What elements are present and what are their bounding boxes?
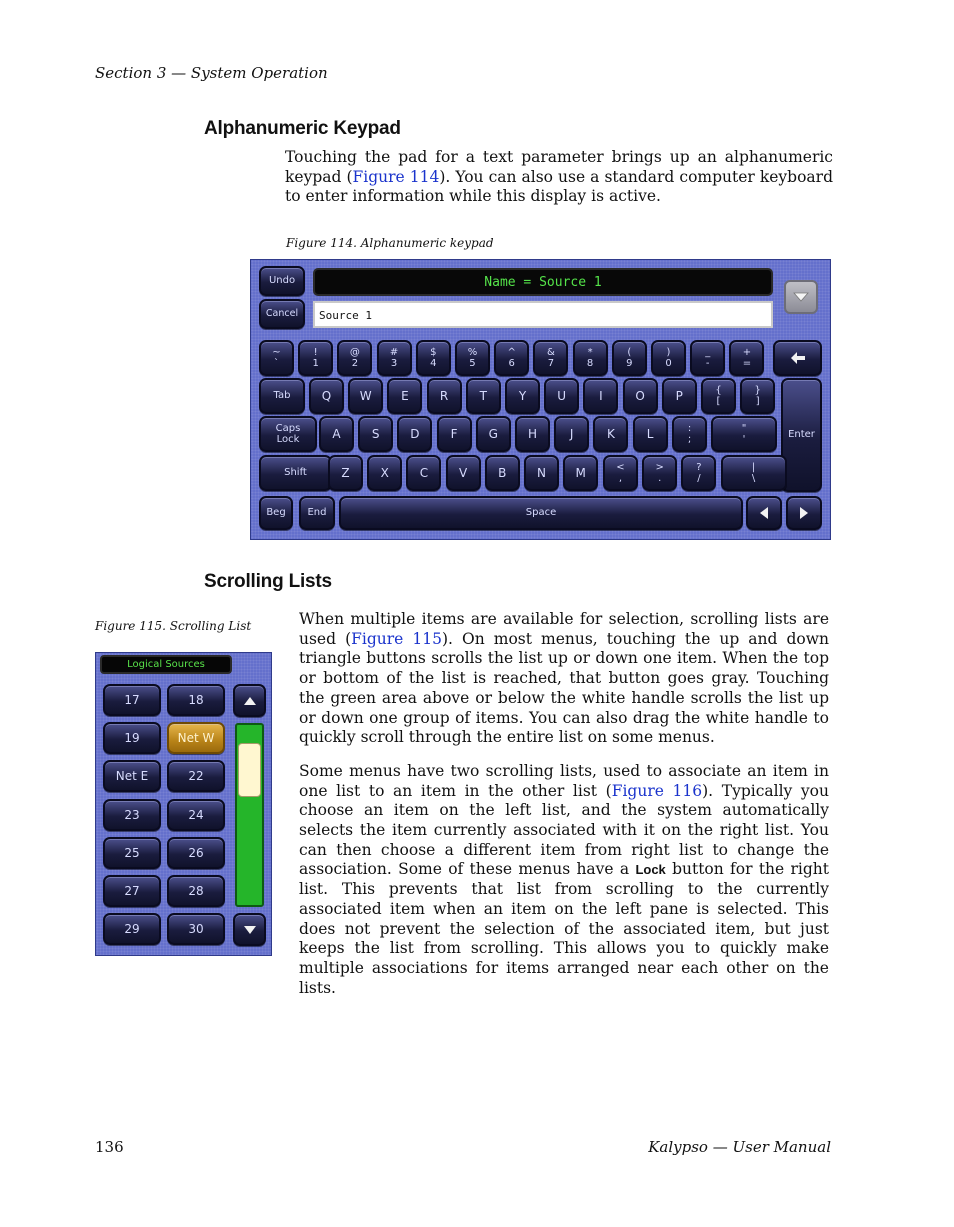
section-heading-keypad: Alphanumeric Keypad	[204, 118, 401, 139]
key-label: F	[450, 427, 458, 441]
key-label: K	[606, 427, 615, 441]
letter-key[interactable]	[348, 378, 383, 414]
space-key[interactable]: Space	[339, 496, 743, 530]
scrolling-paragraphs	[299, 610, 829, 1012]
key-label: Z	[341, 466, 350, 480]
letter-key[interactable]	[309, 378, 344, 414]
number-key[interactable]	[533, 340, 568, 376]
key-label: I	[599, 389, 603, 403]
key-label: 27	[124, 884, 140, 898]
key-label: C	[419, 466, 429, 480]
key-label-top: }	[754, 384, 761, 396]
dropdown-button[interactable]	[784, 280, 818, 314]
key-label-bottom: 9	[626, 357, 633, 369]
key-label: Net E	[115, 769, 149, 784]
beginning-key[interactable]: Beg	[259, 496, 293, 530]
tab-key[interactable]: Tab	[259, 378, 305, 414]
letter-key[interactable]	[446, 455, 481, 491]
key-label-bottom: .	[658, 472, 662, 484]
letter-key[interactable]	[563, 455, 598, 491]
cursor-left-button[interactable]	[746, 496, 782, 530]
triangle-down-icon	[244, 926, 256, 934]
caps-lock-key[interactable]	[259, 416, 317, 452]
key-label-bottom: 3	[390, 357, 398, 369]
key-label-bottom: =	[742, 357, 752, 369]
key-label: Y	[518, 389, 527, 403]
key-label: 17	[124, 693, 140, 707]
list-item[interactable]	[167, 722, 225, 754]
list-item[interactable]	[103, 837, 161, 869]
punctuation-key[interactable]	[681, 455, 716, 491]
letter-key[interactable]	[466, 378, 501, 414]
para-text: When multiple items are available for selection, scrolling lists are used (	[299, 610, 829, 648]
key-label-bottom: 6	[508, 357, 515, 369]
key-label-bottom: [	[716, 395, 721, 407]
para-text: button for the right list. This prevents that list from scrolling to the currently associated item when an item on the left pane is selected. This does not prevent the selection of the associated item, but just keeps the list from scrolling. This allows you to quickly make multiple associations for items arranged near each other on the lists.	[299, 860, 829, 997]
bracket-key[interactable]	[701, 378, 736, 414]
key-label: O	[635, 389, 645, 403]
key-label-bottom: 7	[547, 357, 555, 369]
key-label: V	[458, 466, 468, 480]
letter-key[interactable]	[427, 378, 462, 414]
letter-key[interactable]	[515, 416, 550, 452]
scroll-handle[interactable]	[238, 743, 261, 797]
letter-key[interactable]	[387, 378, 422, 414]
key-label: N	[537, 466, 546, 480]
running-head: Section 3 — System Operation	[95, 64, 328, 82]
number-key[interactable]	[416, 340, 451, 376]
letter-key[interactable]	[505, 378, 540, 414]
alphanumeric-keypad	[250, 259, 831, 540]
key-label: 25	[124, 845, 140, 860]
letter-key[interactable]	[319, 416, 354, 452]
punctuation-key[interactable]	[603, 455, 638, 491]
para-text: Touching the pad for a text parameter brings up an alphanumeric keypad (	[285, 148, 833, 186]
lock-button-name: Lock	[635, 862, 666, 878]
scroll-track[interactable]	[235, 723, 264, 907]
letter-key[interactable]	[623, 378, 658, 414]
number-key[interactable]	[612, 340, 647, 376]
key-label-bottom: -	[705, 357, 710, 369]
number-key[interactable]	[455, 340, 490, 376]
letter-key[interactable]	[554, 416, 589, 452]
key-label: 24	[188, 807, 204, 822]
key-label-top: ^	[507, 346, 516, 358]
key-label: G	[488, 427, 498, 441]
key-label: R	[439, 389, 449, 403]
key-label-top: &	[546, 346, 555, 358]
undo-button[interactable]: Undo	[259, 266, 305, 296]
list-item[interactable]	[103, 799, 161, 831]
figure-114-caption: Figure 114. Alphanumeric keypad	[286, 236, 494, 250]
list-item[interactable]	[103, 722, 161, 754]
para-text: Some menus have two scrolling lists, used to associate an item in one list to an item in the other list (	[299, 761, 829, 800]
key-label: 18	[188, 693, 204, 707]
key-label-bottom: 0	[665, 357, 672, 369]
page-number: 136	[95, 1138, 124, 1156]
letter-key[interactable]	[476, 416, 511, 452]
list-item[interactable]	[103, 875, 161, 907]
key-label-top: {	[715, 384, 722, 396]
letter-key[interactable]	[406, 455, 441, 491]
key-label-bottom: `	[273, 357, 279, 369]
triangle-up-icon	[244, 697, 256, 705]
key-label-top: $	[430, 346, 437, 358]
name-display: Name = Source 1	[313, 268, 773, 296]
number-key[interactable]	[729, 340, 764, 376]
key-label: W	[359, 389, 372, 403]
triangle-right-icon	[799, 507, 809, 519]
shift-key[interactable]: Shift	[259, 455, 332, 491]
letter-key[interactable]	[358, 416, 393, 452]
key-label: B	[498, 466, 507, 480]
punctuation-key[interactable]	[721, 455, 787, 491]
key-label: U	[557, 389, 567, 403]
triangle-down-icon	[793, 292, 809, 302]
key-label-top: <	[616, 461, 625, 473]
para-text: ). You can also use a standard computer keyboard to enter information while this display is active.	[285, 167, 833, 206]
scroll-down-button[interactable]	[233, 913, 266, 946]
number-key[interactable]	[259, 340, 294, 376]
key-label: 28	[188, 884, 204, 898]
keypad-paragraph	[285, 148, 833, 221]
key-label-bottom: \	[751, 472, 756, 484]
key-label: Q	[321, 389, 332, 403]
letter-key[interactable]	[583, 378, 618, 414]
list-item[interactable]	[167, 799, 225, 831]
number-key[interactable]	[690, 340, 725, 376]
key-label: J	[569, 427, 574, 441]
key-label: 22	[188, 769, 204, 784]
key-label-top: "	[741, 422, 747, 434]
key-label-top: !	[313, 346, 318, 358]
key-label-top: ~	[272, 346, 281, 358]
bracket-key[interactable]	[740, 378, 775, 414]
list-item[interactable]	[103, 913, 161, 945]
key-label: D	[410, 427, 420, 441]
number-key[interactable]	[651, 340, 686, 376]
key-label-bottom: 2	[351, 357, 359, 369]
key-label-bottom: ,	[618, 472, 623, 484]
key-label-top: @	[349, 346, 360, 358]
key-label-top: ?	[696, 461, 702, 473]
key-label: A	[332, 427, 341, 441]
key-label: 19	[124, 731, 140, 746]
section-heading-scrolling: Scrolling Lists	[204, 571, 332, 592]
key-label: Net W	[177, 731, 215, 746]
key-label-top: :	[687, 422, 692, 434]
key-label-bottom: 8	[586, 357, 594, 369]
letter-key[interactable]	[367, 455, 402, 491]
key-label-top: +	[742, 346, 752, 358]
key-label-top: |	[751, 461, 756, 473]
key-label-bottom: 4	[430, 357, 437, 369]
letter-key[interactable]	[437, 416, 472, 452]
number-key[interactable]	[377, 340, 412, 376]
list-item[interactable]	[167, 760, 225, 792]
end-key[interactable]: End	[299, 496, 335, 530]
key-label: L	[646, 427, 654, 441]
key-label: 26	[188, 845, 204, 860]
key-label: 23	[124, 807, 140, 822]
list-item[interactable]	[167, 913, 225, 945]
key-label: T	[479, 389, 487, 403]
key-label: 30	[188, 922, 204, 937]
scrolling-list	[95, 652, 272, 956]
key-label-top: %	[467, 346, 478, 358]
letter-key[interactable]	[593, 416, 628, 452]
key-label-top: )	[666, 346, 671, 358]
list-title: Logical Sources	[100, 655, 232, 674]
figure-115-link[interactable]: Figure 115	[351, 629, 442, 648]
key-label-bottom: 5	[469, 357, 476, 369]
punctuation-key[interactable]	[642, 455, 677, 491]
key-label: 29	[124, 922, 140, 937]
letter-key[interactable]	[328, 455, 363, 491]
caps-label-top: Caps	[275, 422, 301, 434]
manual-title: Kalypso — User Manual	[648, 1138, 831, 1156]
number-key[interactable]	[298, 340, 333, 376]
figure-116-link[interactable]: Figure 116	[611, 781, 703, 800]
punctuation-key[interactable]	[672, 416, 707, 452]
enter-key[interactable]: Enter	[781, 378, 822, 492]
letter-key[interactable]	[633, 416, 668, 452]
key-label: E	[401, 389, 409, 403]
figure-115-caption: Figure 115. Scrolling List	[95, 619, 252, 633]
letter-key[interactable]	[524, 455, 559, 491]
cancel-button[interactable]: Cancel	[259, 299, 305, 329]
key-label-bottom: ;	[687, 433, 692, 445]
letter-key[interactable]	[544, 378, 579, 414]
key-label: X	[380, 466, 389, 480]
list-item[interactable]	[167, 684, 225, 716]
para-text: ). Typically you choose an item on the left list, and the system automatically selects the item currently associated with it on the right list. You can then choose a different item from right list to change the association. Some of these menus have a	[299, 781, 829, 879]
key-label: S	[371, 427, 380, 441]
backspace-button[interactable]	[773, 340, 822, 376]
key-label-bottom: '	[742, 433, 746, 445]
scroll-up-button[interactable]	[233, 684, 266, 717]
cursor-right-button[interactable]	[786, 496, 822, 530]
letter-key[interactable]	[662, 378, 697, 414]
list-item[interactable]	[167, 837, 225, 869]
key-label-top: (	[627, 346, 632, 358]
key-label-top: #	[389, 346, 399, 358]
number-key[interactable]	[573, 340, 608, 376]
key-label-bottom: ]	[755, 395, 760, 407]
para-text: ). On most menus, touching the up and down triangle buttons scrolls the list up or down one item. When the top or bottom of the list is reached, that button goes gray. Touching the green area above or below the white handle scrolls the list up or down one group of items. You can also drag the white handle to quickly scroll through the entire list on some menus.	[299, 629, 829, 747]
key-label: M	[575, 466, 586, 480]
figure-114-link[interactable]: Figure 114	[352, 167, 440, 186]
text-entry-field[interactable]: Source 1	[313, 301, 773, 328]
key-label: H	[527, 427, 538, 441]
letter-key[interactable]	[397, 416, 432, 452]
key-label: P	[675, 389, 683, 403]
key-label-top: >	[655, 461, 664, 473]
caps-label-bottom: Lock	[276, 433, 300, 445]
key-label-top: *	[587, 346, 593, 358]
number-key[interactable]	[337, 340, 372, 376]
key-label-bottom: 1	[312, 357, 319, 369]
letter-key[interactable]	[485, 455, 520, 491]
key-label-top: _	[705, 346, 711, 358]
list-item[interactable]	[103, 684, 161, 716]
quote-key[interactable]	[711, 416, 777, 452]
list-item[interactable]	[103, 760, 161, 792]
number-key[interactable]	[494, 340, 529, 376]
triangle-left-icon	[759, 507, 769, 519]
arrow-left-icon	[791, 352, 805, 364]
list-item[interactable]	[167, 875, 225, 907]
key-label-bottom: /	[697, 472, 701, 484]
